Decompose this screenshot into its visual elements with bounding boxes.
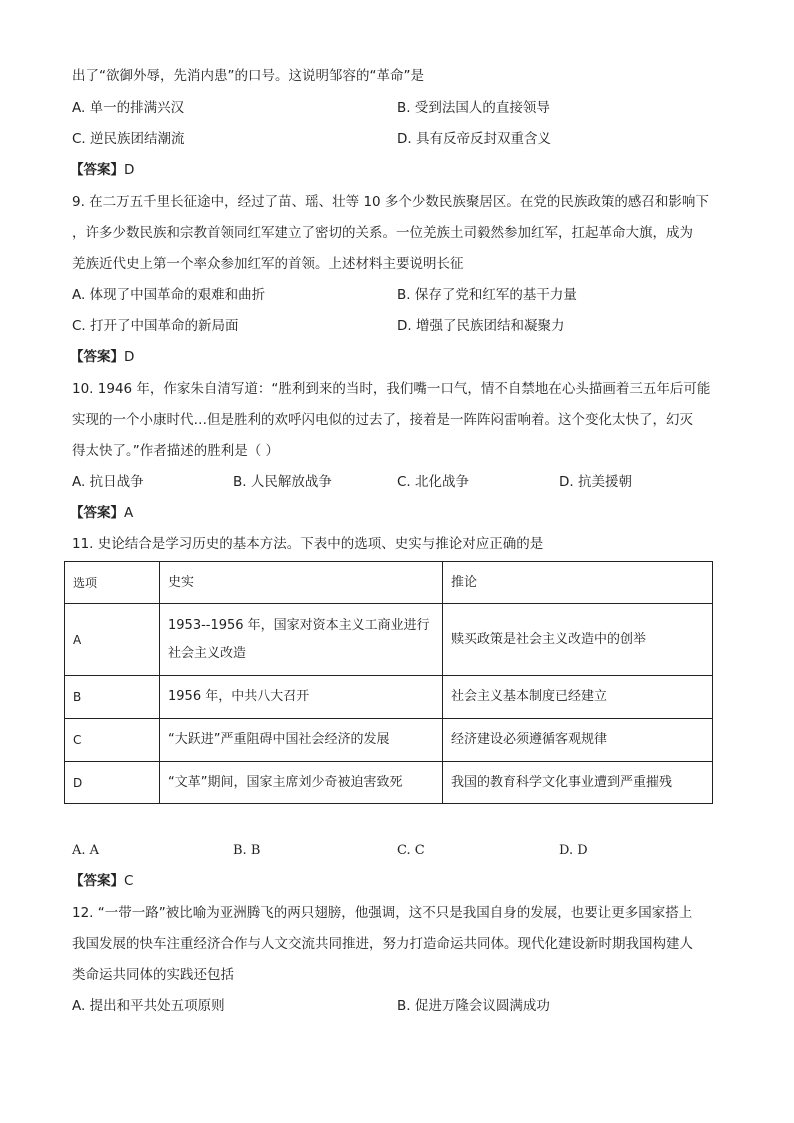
answer-value: C xyxy=(124,873,134,889)
q8-option-c: C. 逆民族团结潮流 xyxy=(72,131,185,147)
q10-option-c: C. 北化战争 xyxy=(397,474,470,490)
q9-stem-line-2: ，许多少数民族和宗教首领同红军建立了密切的关系。一位羌族土司毅然参加红军，扛起革命大旗，成为 xyxy=(72,225,693,241)
q12-stem-line-3: 类命运共同体的实践还包括 xyxy=(72,967,234,983)
q9-option-c: C. 打开了中国革命的新局面 xyxy=(72,318,239,334)
table-cell: D xyxy=(65,762,160,804)
q10-option-a: A. 抗日战争 xyxy=(72,474,144,490)
answer-value: D xyxy=(124,349,135,365)
table-cell: A xyxy=(65,604,160,676)
table-header-row xyxy=(65,562,713,604)
table-row xyxy=(65,719,713,762)
table-cell: 赎买政策是社会主义改造中的创举 xyxy=(443,604,713,676)
q9-stem-line-1: 9. 在二万五千里长征途中，经过了苗、瑶、壮等 10 多个少数民族聚居区。在党的民族政策的感召和影响下 xyxy=(72,194,709,210)
table-header-cell: 史实 xyxy=(160,562,443,604)
q10-stem-line-3: 得太快了。”作者描述的胜利是（ ） xyxy=(72,443,280,459)
q11-option-a: A. A xyxy=(72,843,100,858)
q10-option-d: D. 抗美援朝 xyxy=(559,474,632,490)
answer-label: 【答案】 xyxy=(70,505,124,521)
q9-stem-line-3: 羌族近代史上第一个率众参加红军的首领。上述材料主要说明长征 xyxy=(72,256,464,272)
answer-value: A xyxy=(124,505,134,521)
table-cell: 1956 年，中共八大召开 xyxy=(160,676,443,719)
table-cell: B xyxy=(65,676,160,719)
table-row xyxy=(65,762,713,804)
q9-option-b: B. 保存了党和红军的基干力量 xyxy=(397,287,577,303)
table-header-cell: 选项 xyxy=(65,562,160,604)
table-cell: C xyxy=(65,719,160,762)
table-cell: “大跃进”严重阻碍中国社会经济的发展 xyxy=(160,719,443,762)
q11-option-b: B. B xyxy=(233,843,261,858)
q11-option-c: C. C xyxy=(397,843,425,858)
q8-option-d: D. 具有反帝反封双重含义 xyxy=(397,131,551,147)
table-header-cell: 推论 xyxy=(443,562,713,604)
q11-stem: 11. 史论结合是学习历史的基本方法。下表中的选项、史实与推论对应正确的是 xyxy=(72,536,544,552)
answer-value: D xyxy=(124,162,135,178)
q8-answer xyxy=(70,160,134,180)
table-cell: 经济建设必须遵循客观规律 xyxy=(443,719,713,762)
q8-option-a: A. 单一的排满兴汉 xyxy=(72,100,185,116)
table-row xyxy=(65,604,713,676)
table-cell: 社会主义基本制度已经建立 xyxy=(443,676,713,719)
answer-label: 【答案】 xyxy=(70,873,124,889)
q10-answer xyxy=(70,503,133,523)
q12-stem-line-2: 我国发展的快车注重经济合作与人文交流共同推进，努力打造命运共同体。现代化建设新时期我国构建人 xyxy=(72,936,693,952)
q12-option-a: A. 提出和平共处五项原则 xyxy=(72,998,225,1014)
answer-label: 【答案】 xyxy=(70,349,124,365)
table-cell: “文革”期间，国家主席刘少奇被迫害致死 xyxy=(160,762,443,804)
q10-stem-line-1: 10. 1946 年，作家朱自清写道：“胜利到来的当时，我们嘴一口气，情不自禁地在心头描画着三五年后可能 xyxy=(72,381,711,397)
history-table xyxy=(64,561,713,804)
q10-stem-line-2: 实现的一个小康时代…但是胜利的欢呼闪电似的过去了，接着是一阵阵闷雷响着。这个变化太快了，幻灭 xyxy=(72,412,693,428)
answer-label: 【答案】 xyxy=(70,162,124,178)
q12-option-b: B. 促进万隆会议圆满成功 xyxy=(397,998,550,1014)
q12-stem-line-1: 12. “一带一路”被比喻为亚洲腾飞的两只翅膀，他强调，这不只是我国自身的发展，也要让更多国家搭上 xyxy=(72,905,693,921)
q10-option-b: B. 人民解放战争 xyxy=(233,474,332,490)
table-row xyxy=(65,676,713,719)
q9-option-a: A. 体现了中国革命的艰难和曲折 xyxy=(72,287,266,303)
table-cell: 1953--1956 年，国家对资本主义工商业进行社会主义改造 xyxy=(160,604,443,676)
q11-answer xyxy=(70,871,133,891)
q9-option-d: D. 增强了民族团结和凝聚力 xyxy=(397,318,565,334)
q11-option-d: D. D xyxy=(559,843,588,858)
q8-option-b: B. 受到法国人的直接领导 xyxy=(397,100,550,116)
q9-answer xyxy=(70,347,134,367)
table-cell: 我国的教育科学文化事业遭到严重摧残 xyxy=(443,762,713,804)
q8-stem: 出了“欲御外辱，先消内患”的口号。这说明邹容的“革命”是 xyxy=(72,68,424,84)
